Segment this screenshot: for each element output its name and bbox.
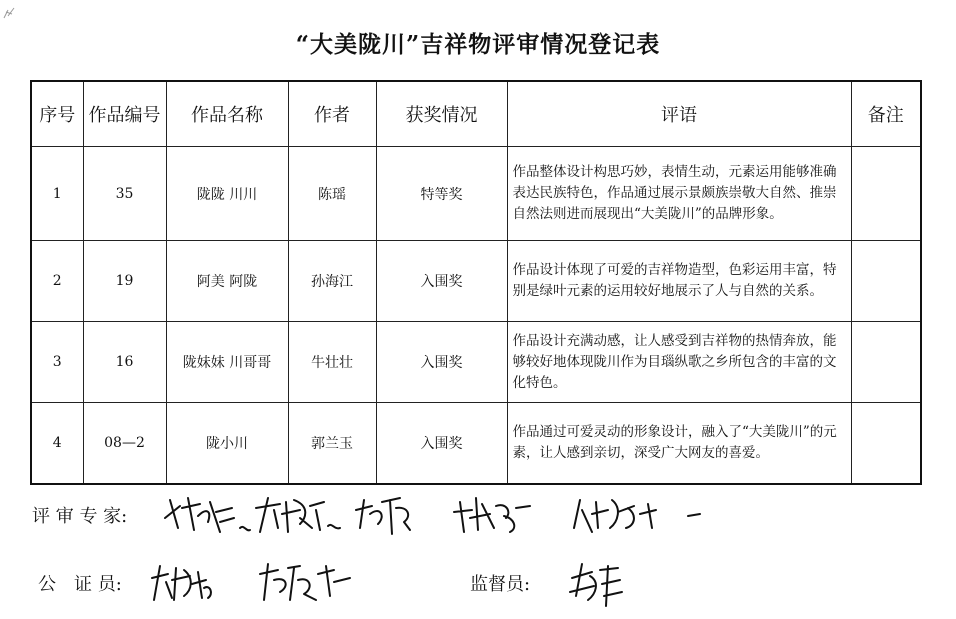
header-author: 作者 (288, 81, 376, 147)
notary-label: 公 证 员: (38, 574, 122, 595)
row-award: 特等奖 (376, 147, 507, 241)
row-comment: 作品通过可爱灵动的形象设计，融入了“大美陇川”的元素，让人感到亲切，深受广大网友的喜爱。 (507, 403, 851, 484)
header-work-id: 作品编号 (83, 81, 166, 147)
row-work-name: 陇妹妹 川哥哥 (166, 322, 288, 403)
table-header-row (31, 81, 921, 147)
row-remark (851, 241, 921, 322)
header-index: 序号 (31, 81, 83, 147)
row-work-name: 阿美 阿陇 (166, 241, 288, 322)
row-work-id: 35 (83, 147, 166, 241)
experts-line (32, 502, 127, 528)
supervisor-line (470, 570, 530, 596)
row-comment: 作品设计体现了可爱的吉祥物造型，色彩运用丰富，特别是绿叶元素的运用较好地展示了人与自然的关系。 (507, 241, 851, 322)
table-row (31, 322, 921, 403)
table-row (31, 147, 921, 241)
page-title: “大美陇川”吉祥物评审情况登记表 (295, 31, 661, 58)
header-work-name: 作品名称 (166, 81, 288, 147)
row-remark (851, 322, 921, 403)
row-index: 4 (31, 403, 83, 484)
supervisor-label: 监督员: (470, 574, 531, 595)
supervisor-signature (566, 556, 636, 616)
experts-label: 评 审 专 家: (32, 506, 128, 527)
notary-line (38, 570, 122, 596)
row-index: 3 (31, 322, 83, 403)
scan-speck (2, 6, 18, 20)
row-index: 2 (31, 241, 83, 322)
row-remark (851, 147, 921, 241)
row-work-name: 陇小川 (166, 403, 288, 484)
row-comment: 作品整体设计构思巧妙，表情生动，元素运用能够准确表达民族特色，作品通过展示景颇族崇敬大自然、推崇自然法则进而展现出“大美陇川”的品牌形象。 (507, 147, 851, 241)
row-award: 入围奖 (376, 241, 507, 322)
row-remark (851, 403, 921, 484)
header-award: 获奖情况 (376, 81, 507, 147)
review-table (30, 80, 922, 485)
header-comment: 评语 (507, 81, 851, 147)
header-remark: 备注 (851, 81, 921, 147)
row-author: 郭兰玉 (288, 403, 376, 484)
row-award: 入围奖 (376, 322, 507, 403)
table-row (31, 403, 921, 484)
table-row (31, 241, 921, 322)
row-work-id: 16 (83, 322, 166, 403)
row-comment: 作品设计充满动感，让人感受到吉祥物的热情奔放，能够较好地体现陇川作为目瑙纵歌之乡所包含的丰富的文化特色。 (507, 322, 851, 403)
row-work-id: 08—2 (83, 403, 166, 484)
row-index: 1 (31, 147, 83, 241)
row-author: 孙海江 (288, 241, 376, 322)
experts-signatures (160, 488, 740, 543)
row-work-id: 19 (83, 241, 166, 322)
notary-signatures (150, 556, 380, 611)
row-award: 入围奖 (376, 403, 507, 484)
row-author: 牛壮壮 (288, 322, 376, 403)
row-author: 陈瑶 (288, 147, 376, 241)
row-work-name: 陇陇 川川 (166, 147, 288, 241)
